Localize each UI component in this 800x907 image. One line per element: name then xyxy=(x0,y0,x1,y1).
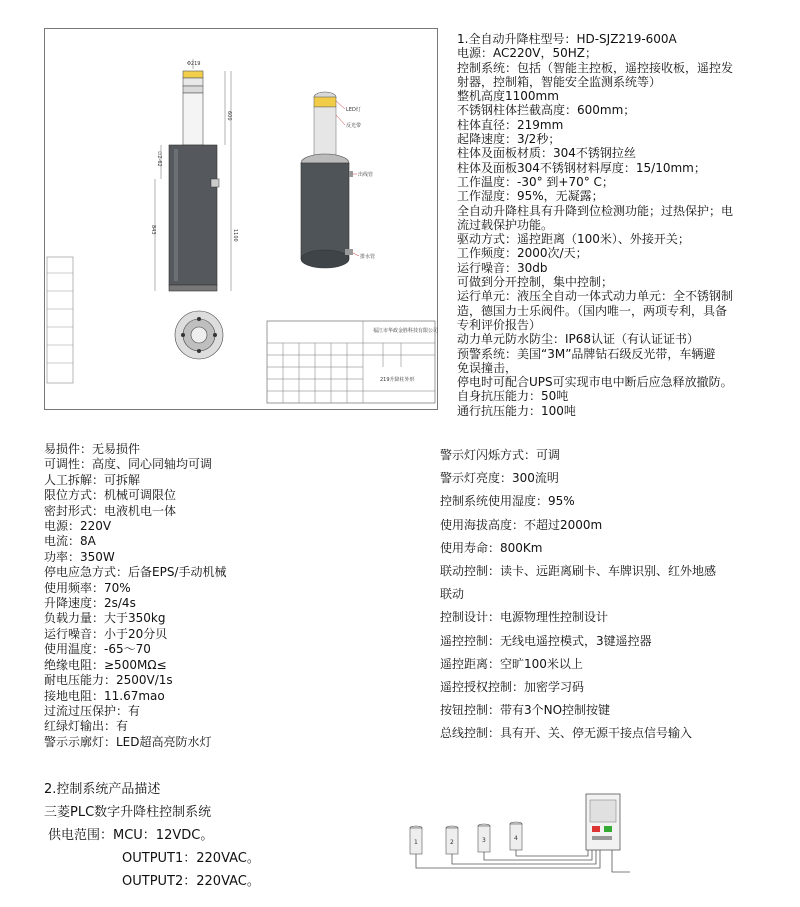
spec-line: 遥控距离：空旷100米以上 xyxy=(440,656,583,671)
left-spec-list xyxy=(44,442,424,750)
spec-line: 人工拆解：可拆解 xyxy=(44,472,141,487)
callout-led: LED灯 xyxy=(346,107,361,113)
spec-line: 电流：8A xyxy=(44,534,96,549)
spec-line: 自身抗压能力：50吨 xyxy=(457,389,569,404)
spec-line: 警示示廓灯：LED超高亮防水灯 xyxy=(44,734,212,749)
spec-line: 运行噪音：30db xyxy=(457,260,548,275)
bollard-3 xyxy=(478,824,490,852)
dim-diameter: Φ219 xyxy=(187,61,201,67)
spec-line: 使用频率：70% xyxy=(44,580,131,595)
spec-line: 专利评价报告） xyxy=(457,317,542,332)
bollard-label: 3 xyxy=(482,837,486,844)
spec-line: 使用寿命：800Km xyxy=(440,540,543,555)
dim-depth: 843 xyxy=(150,225,156,235)
spec-line: 通行抗压能力：100吨 xyxy=(457,403,576,418)
spec-line: 起降速度：3/2秒； xyxy=(457,132,561,147)
callout-reflect: 反光带 xyxy=(346,123,362,129)
spec-line: 耐电压能力：2500V/1s xyxy=(44,673,173,688)
bollard-2 xyxy=(446,826,458,854)
spec-line: 控制系统使用湿度：95% xyxy=(440,494,575,509)
spec-line: 可调性：高度、同心同轴均可调 xyxy=(44,457,213,472)
right-spec-list xyxy=(440,444,790,745)
spec-line: 流过载保护功能。 xyxy=(457,217,554,232)
bollard-label: 2 xyxy=(450,839,454,846)
spec-line: 限位方式：机械可调限位 xyxy=(44,488,177,503)
callout-outlet: 出线管 xyxy=(358,172,374,178)
spec-line: 柱体及面板材质：304不锈钢拉丝 xyxy=(457,146,636,161)
spec-line: 停电时可配合UPS可实现市电中断后应急释放撤防。 xyxy=(457,375,733,390)
bollard-label: 1 xyxy=(414,839,418,846)
control-box xyxy=(586,794,620,850)
spec-line: 工作温度：-30° 到+70° C； xyxy=(457,174,614,189)
bollard-4 xyxy=(510,822,522,850)
spec-line: 整机高度1100mm xyxy=(457,89,559,104)
spec-line: 柱体及面板304不锈钢材料厚度：15/10mm； xyxy=(457,160,706,175)
bollard-3d-view xyxy=(301,92,353,268)
spec-line: 动力单元防水防尘：IP68认证（有认证证书） xyxy=(457,332,700,347)
control-system-section xyxy=(44,779,404,893)
spec-line: 全自动升降柱具有升降到位检测功能；过热保护；电 xyxy=(457,203,734,218)
spec-line: 预警系统：美国“3M”品牌钻石级反光带，车辆避 xyxy=(457,346,716,361)
spec-line: 遥控授权控制：加密学习码 xyxy=(440,679,585,694)
spec-line: 功率：350W xyxy=(44,549,115,564)
supply-mcu: 供电范围：MCU：12VDC。 xyxy=(48,828,214,843)
spec-line: 电源：AC220V，50HZ； xyxy=(457,46,598,61)
title-block-drawing-name: 219升降柱外形 xyxy=(380,377,415,383)
spec-line: 使用温度：-65～70 xyxy=(44,642,151,657)
spec-line: 升降速度：2s/4s xyxy=(44,596,136,611)
title-block-company: 福江市华政金胜科技有限公司 xyxy=(373,328,439,334)
spec-line: 过流过压保护：有 xyxy=(44,703,141,718)
output-2: OUTPUT2：220VAC。 xyxy=(122,874,260,889)
wiring-diagram xyxy=(400,782,760,892)
spec-line: 联动 xyxy=(440,587,465,602)
spec-line: 1.全自动升降柱型号：HD-SJZ219-600A xyxy=(457,32,677,46)
output-1: OUTPUT1：220VAC。 xyxy=(122,851,260,866)
spec-line: 运行噪音：小于20分贝 xyxy=(44,626,168,641)
title-block xyxy=(267,321,438,403)
spec-line: 使用海拔高度：不超过2000m xyxy=(440,517,603,532)
spec-line: 电源：220V xyxy=(44,519,112,534)
bollard-top-view xyxy=(175,311,223,359)
spec-line: 密封形式：电液机电一体 xyxy=(44,503,177,518)
spec-line: 免误撞击， xyxy=(457,360,518,375)
spec-line: 柱体直径：219mm xyxy=(457,117,564,132)
spec-line: 控制系统：包括（智能主控板，遥控接收板，遥控发 xyxy=(457,60,734,75)
spec-line: 造，德国力士乐阀件。（国内唯一，两项专利，具备 xyxy=(457,303,728,318)
wiring-svg xyxy=(400,782,760,892)
spec-line: 接地电阻：11.67mao xyxy=(44,688,165,703)
spec-line: 工作频度：2000次/天； xyxy=(457,246,588,261)
spec-line: 按钮控制：带有3个NO控制按键 xyxy=(440,703,611,718)
spec-line: 控制设计：电源物理性控制设计 xyxy=(440,610,609,625)
spec-line: 联动控制：读卡、远距离刷卡、车牌识别、红外地感 xyxy=(440,563,717,578)
spec-line: 射器，控制箱，智能安全监测系统等） xyxy=(457,74,662,89)
spec-line: 总线控制：具有开、关、停无源干接点信号输入 xyxy=(440,726,693,741)
spec-line: 工作湿度：95%，无凝露； xyxy=(457,189,604,204)
technical-drawing xyxy=(44,28,438,410)
spec-line: 负载力量：大于350kg xyxy=(44,611,166,626)
spec-line: 警示灯亮度：300流明 xyxy=(440,471,559,486)
spec-line: 驱动方式：遥控距离（100米）、外接开关； xyxy=(457,232,690,247)
top-spec-list xyxy=(457,32,792,418)
spec-line: 易损件：无易损件 xyxy=(44,442,141,456)
spec-line: 警示灯闪烁方式：可调 xyxy=(440,448,561,462)
spec-line: 绝缘电阻：≥500MΩ≤ xyxy=(44,657,167,672)
dim-total-height: 1100 xyxy=(232,229,238,242)
section-title: 2.控制系统产品描述 xyxy=(44,782,161,797)
spec-line: 停电应急方式：后备EPS/手动机械 xyxy=(44,565,227,580)
bollard-drawing-svg xyxy=(45,29,439,411)
spec-line: 可做到分开控制，集中控制； xyxy=(457,275,614,290)
spec-line: 遥控控制：无线电遥控模式，3键遥控器 xyxy=(440,633,652,648)
front-elevation xyxy=(169,71,219,291)
spec-line: 运行单元：液压全自动一体式动力单元：全不锈钢制 xyxy=(457,289,734,304)
spec-line: 红绿灯输出：有 xyxy=(44,719,129,734)
bollard-label: 4 xyxy=(514,835,518,842)
section-subtitle: 三菱PLC数字升降柱控制系统 xyxy=(44,805,212,820)
dim-up-height: 600 xyxy=(226,111,232,121)
bollard-1 xyxy=(410,826,422,854)
spec-line: 不锈钢柱体拦截高度：600mm； xyxy=(457,103,636,118)
dim-base: ∅2-62 xyxy=(156,151,162,167)
callout-drain: 排水管 xyxy=(360,254,376,260)
